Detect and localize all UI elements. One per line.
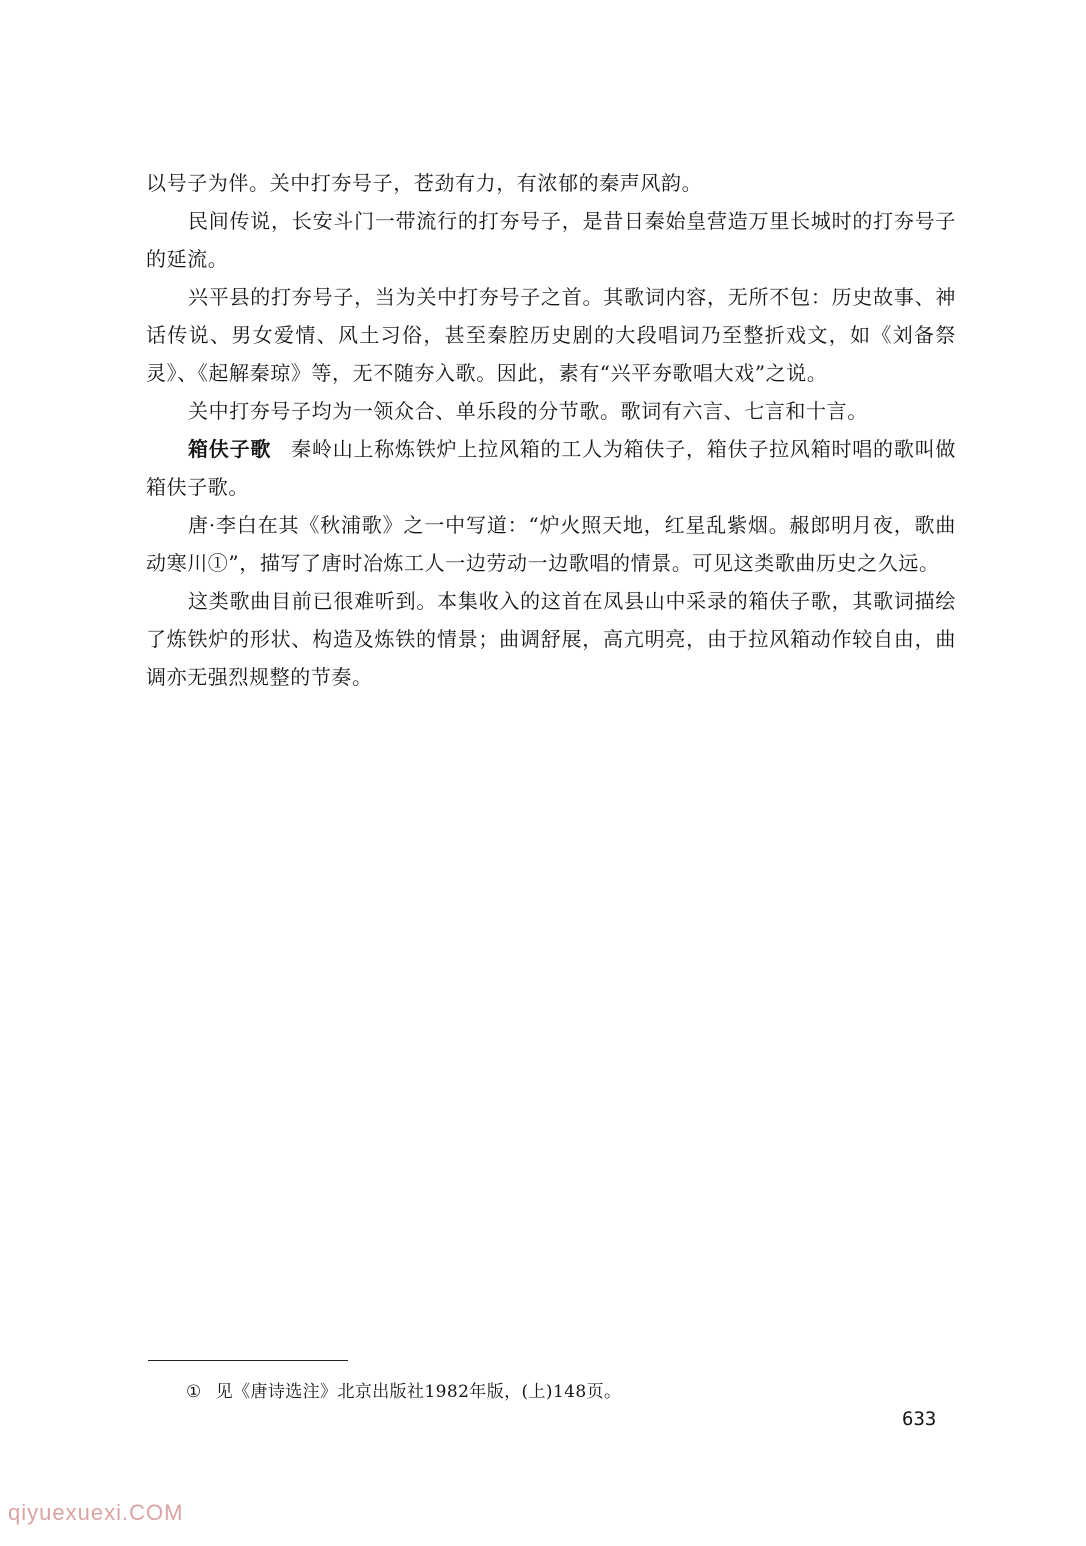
footnote-mark: ① [186, 1382, 202, 1402]
paragraph-5-text: 秦岭山上称炼铁炉上拉风箱的工人为箱伕子，箱伕子拉风箱时唱的歌叫做箱伕子歌。 [146, 437, 957, 499]
page-number: 633 [902, 1408, 937, 1430]
section-term: 箱伕子歌 [188, 437, 272, 461]
paragraph-7: 这类歌曲目前已很难听到。本集收入的这首在凤县山中采录的箱伕子歌，其歌词描绘了炼铁炉的形状、构造及炼铁的情景；曲调舒展，高亢明亮，由于拉风箱动作较自由，曲调亦无强烈规整的节奏。 [146, 589, 956, 689]
body-text [146, 164, 956, 696]
paragraph-1: 以号子为伴。关中打夯号子，苍劲有力，有浓郁的秦声风韵。 [146, 171, 703, 195]
footnote-text: 见《唐诗选注》北京出版社1982年版，(上)148页。 [215, 1382, 622, 1402]
paragraph-3: 兴平县的打夯号子，当为关中打夯号子之首。其歌词内容，无所不包：历史故事、神话传说、男女爱情、风土习俗，甚至秦腔历史剧的大段唱词乃至整折戏文，如《刘备祭灵》、《起解秦琼》等，无不随夯入歌。因此，素有“兴平夯歌唱大戏”之说。 [146, 285, 956, 385]
footnote-divider [148, 1360, 348, 1361]
site-watermark: qiyuexuexi.COM [8, 1500, 184, 1525]
paragraph-4: 关中打夯号子均为一领众合、单乐段的分节歌。歌词有六言、七言和十言。 [188, 399, 868, 423]
paragraph-6: 唐·李白在其《秋浦歌》之一中写道：“炉火照天地，红星乱紫烟。赧郎明月夜，歌曲动寒川①”，描写了唐时冶炼工人一边劳动一边歌唱的情景。可见这类歌曲历史之久远。 [146, 513, 956, 575]
footnote [186, 1380, 621, 1404]
paragraph-5 [146, 430, 956, 506]
paragraph-2: 民间传说，长安斗门一带流行的打夯号子，是昔日秦始皇营造万里长城时的打夯号子的延流。 [146, 209, 956, 271]
